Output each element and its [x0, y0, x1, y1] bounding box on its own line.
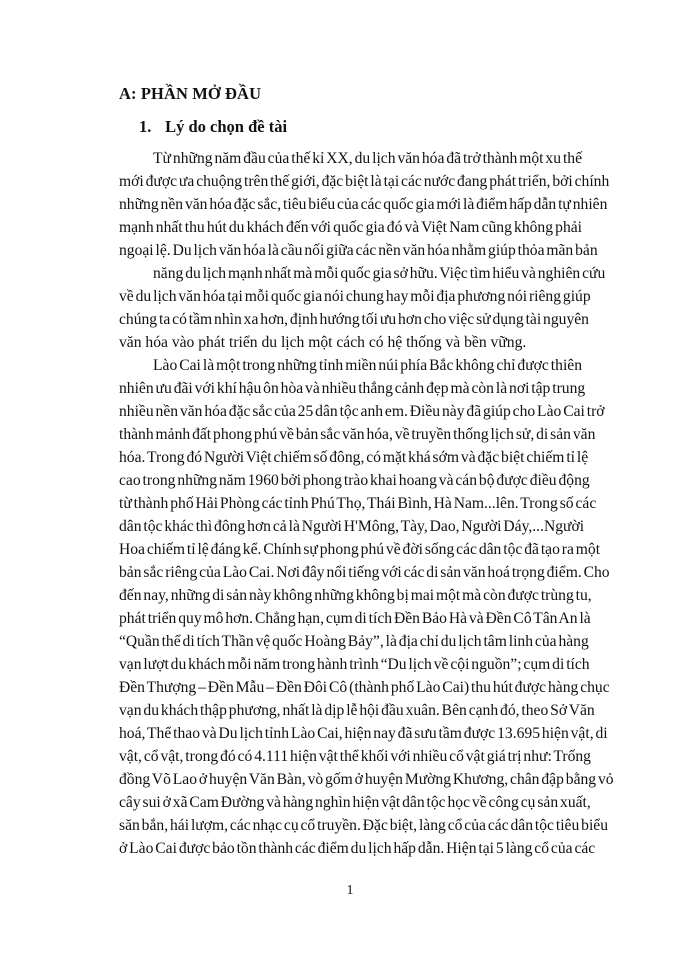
text-line: về du lịch văn hóa tại mỗi quốc gia nói chung hay mỗi địa phương nói riêng giúp — [119, 288, 591, 305]
text-line: cao trong những năm 1960 bởi phong trào khai hoang và cán bộ được điều động — [119, 472, 590, 489]
text-line: nhiều nền văn hóa đặc sắc của 25 dân tộc anh em. Điều này đã giúp cho Lào Cai trở — [119, 403, 605, 420]
text-line: cây sui ở xã Cam Đường và hàng nghìn hiện vật dân tộc học về công cụ sản xuất, — [119, 794, 591, 811]
text-line: những nền văn hóa đặc sắc, tiêu biểu của các quốc gia mới là điểm hấp dẫn tự nhiên — [119, 196, 608, 213]
section-heading: A: PHẦN MỞ ĐẦU — [119, 84, 262, 103]
page-number: 1 — [346, 883, 354, 898]
text-line: ngoại lệ. Du lịch văn hóa là cầu nối giữa các nền văn hóa nhằm giúp thỏa mãn bản — [119, 242, 598, 259]
text-line: năng du lịch mạnh nhất mà mỗi quốc gia sở hữu. Việc tìm hiểu và nghiên cứu — [153, 265, 606, 282]
text-line: từ thành phố Hải Phòng các tỉnh Phú Thọ, Thái Bình, Hà Nam...lên. Trong số các — [119, 495, 597, 512]
text-line: Hoa chiếm tỉ lệ đáng kể. Chính sự phong phú về đời sống các dân tộc đã tạo ra một — [119, 541, 601, 558]
text-line: săn bắn, hái lượm, các nhạc cụ cổ truyền. Đặc biệt, làng cổ của các dân tộc tiêu biểu — [119, 817, 609, 834]
text-line: vật, cổ vật, trong đó có 4.111 hiện vật thể khối với nhiều cổ vật giá trị như: Trống — [119, 748, 591, 765]
text-line: hoá, Thể thao và Du lịch tỉnh Lào Cai, hiện nay đã sưu tầm được 13.695 hiện vật, di — [119, 725, 608, 742]
text-line: văn hóa vào phát triển du lịch một cách có hệ thống và bền vững. — [119, 334, 527, 351]
text-line: “Quần thể di tích Thần vệ quốc Hoàng Bảy”, là địa chỉ du lịch tâm linh của hàng — [119, 633, 589, 650]
text-line: Đền Thượng – Đền Mẫu – Đền Đôi Cô (thành phố Lào Cai) thu hút được hàng chục — [119, 679, 610, 696]
text-line: ở Lào Cai được bảo tồn thành các điểm du lịch hấp dẫn. Hiện tại 5 làng cổ của các — [119, 840, 596, 857]
text-line: mới được ưa chuộng trên thế giới, đặc biệt là tại các nước đang phát triển, bởi chính — [119, 173, 610, 190]
text-line: Từ những năm đầu của thế kỉ XX, du lịch văn hóa đã trở thành một xu thế — [153, 150, 582, 167]
subsection-heading — [139, 117, 287, 137]
text-line: nhiên ưu đãi với khí hậu ôn hòa và nhiều thắng cảnh đẹp mà còn là nơi tập trung — [119, 380, 586, 397]
text-line: hóa. Trong đó Người Việt chiếm số đông, có mặt khá sớm và đặc biệt chiếm tỉ lệ — [119, 449, 589, 466]
text-line: phát triển quy mô hơn. Chẳng hạn, cụm di tích Đền Bảo Hà và Đền Cô Tân An là — [119, 610, 591, 627]
text-line: thành mảnh đất phong phú về bản sắc văn hóa, về truyền thống lịch sử, di sản văn — [119, 426, 596, 443]
text-line: chúng ta có tầm nhìn xa hơn, định hướng tối ưu hơn cho việc sử dụng tài nguyên — [119, 311, 589, 328]
text-line: mạnh nhất thu hút du khách đến với quốc gia đó và Việt Nam cũng không phải — [119, 219, 582, 236]
text-line: Lào Cai là một trong những tỉnh miền núi phía Bắc không chỉ được thiên — [153, 357, 582, 374]
text-line: vạn lượt du khách mỗi năm trong hành trình “Du lịch về cội nguồn”; cụm di tích — [119, 656, 590, 673]
text-line: vạn du khách thập phương, nhất là dịp lễ hội đầu xuân. Bên cạnh đó, theo Sở Văn — [119, 702, 595, 719]
text-line: dân tộc khác thì đông hơn cả là Người H'Mông, Tày, Dao, Người Dáy,...Người — [119, 518, 585, 535]
subsection-number: 1. — [139, 117, 152, 136]
text-line: đến nay, những di sản này không những không bị mai một mà còn được trùng tu, — [119, 587, 592, 604]
text-line: bản sắc riêng của Lào Cai. Nơi đây nổi tiếng với các di sản văn hoá trọng điểm. Cho — [119, 564, 610, 581]
subsection-title: Lý do chọn đề tài — [165, 117, 288, 136]
text-line: đồng Võ Lao ở huyện Văn Bàn, vò gốm ở huyện Mường Khương, chân đập bằng vỏ — [119, 771, 614, 788]
